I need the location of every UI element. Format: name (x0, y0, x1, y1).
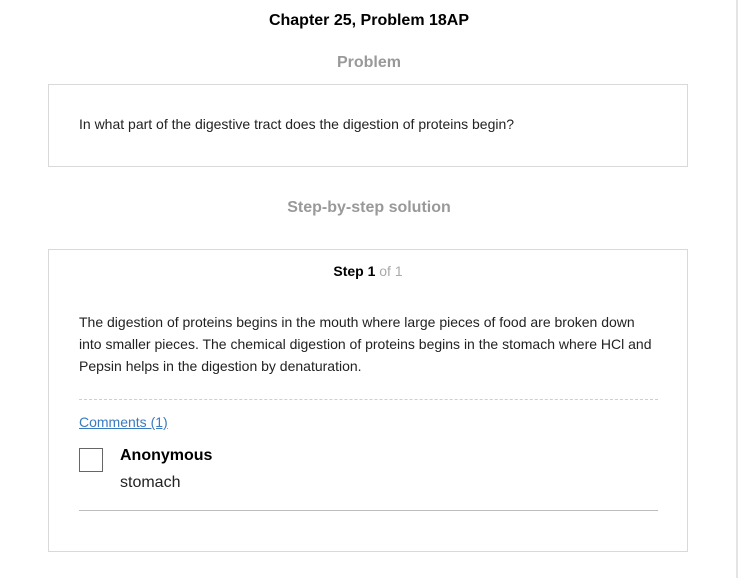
problem-heading: Problem (336, 54, 401, 71)
solution-box (48, 249, 688, 552)
comment-author: Anonymous (120, 447, 213, 464)
problem-box (48, 84, 688, 167)
step-number: Step 1 (333, 263, 376, 279)
comment-divider (79, 510, 658, 511)
dashed-divider (79, 399, 658, 400)
step-label (49, 263, 687, 279)
solution-text: The digestion of proteins begins in the mouth where large pieces of food are broken down into smaller pieces. The chemical digestion of proteins begins in the stomach where HCl and Pepsin helps in the digestion by denaturation. (79, 314, 652, 374)
solution-heading: Step-by-step solution (287, 199, 451, 216)
page-title: Chapter 25, Problem 18AP (268, 12, 470, 29)
problem-text: In what part of the digestive tract does the digestion of proteins begin? (79, 116, 515, 132)
step-total: of 1 (379, 263, 403, 279)
comment-body: stomach (120, 474, 181, 491)
comments-link[interactable]: Comments (1) (79, 414, 168, 430)
avatar (79, 448, 103, 472)
